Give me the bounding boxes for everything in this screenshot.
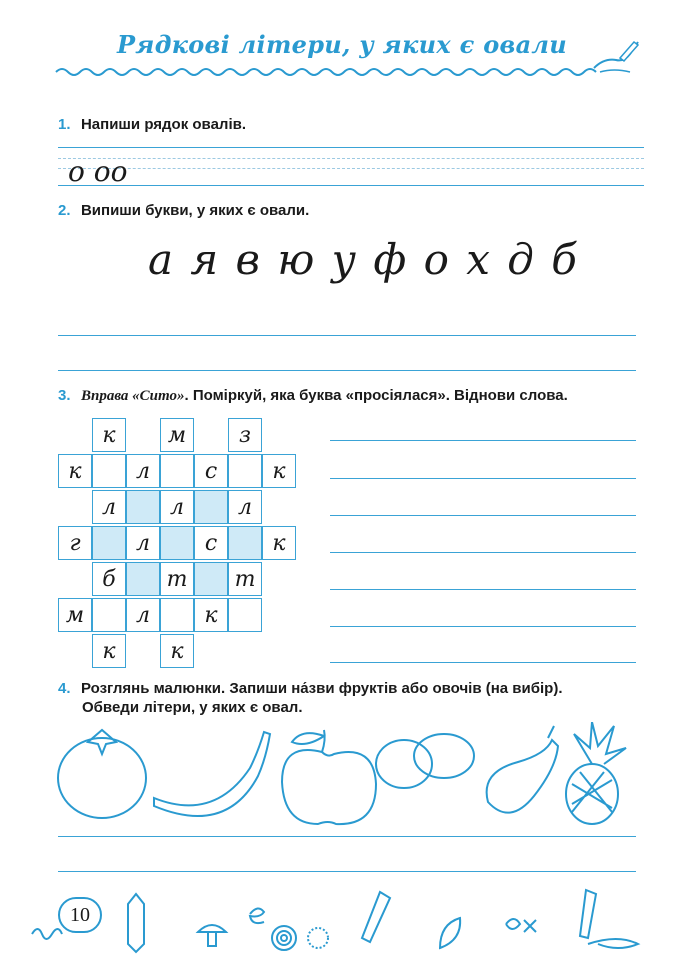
sieve-cell: г xyxy=(58,526,92,560)
sieve-cell: м xyxy=(58,598,92,632)
task2-text: Випиши букви, у яких є овали. xyxy=(80,202,310,219)
writing-line xyxy=(58,335,636,336)
dotted-spiral-icon xyxy=(308,928,328,948)
banana-icon xyxy=(154,732,270,816)
wavy-divider xyxy=(0,62,684,82)
task4-line1: Розглянь малюнки. Запиши на́зви фруктів або овочів (на вибір). xyxy=(80,680,563,697)
answer-line xyxy=(330,662,636,663)
page-number: 10 xyxy=(58,897,102,933)
sieve-cell-shaded xyxy=(160,526,194,560)
writing-line xyxy=(58,147,644,148)
sieve-cell-shaded xyxy=(228,526,262,560)
letter-e-icon xyxy=(250,908,264,923)
sieve-cell xyxy=(160,598,194,632)
sieve-cell: т xyxy=(160,562,194,596)
writing-line xyxy=(58,158,644,159)
fruits-illustration xyxy=(52,722,646,826)
tomato-icon xyxy=(58,730,146,818)
task1-text: Напиши рядок овалів. xyxy=(80,116,247,133)
sieve-cell: к xyxy=(92,418,126,452)
sieve-cell xyxy=(92,454,126,488)
sieve-cell: к xyxy=(160,634,194,668)
pen-icon xyxy=(362,892,390,942)
answer-line xyxy=(330,589,636,590)
answer-line xyxy=(330,552,636,553)
pencil-writing-icon xyxy=(580,890,638,948)
sieve-cell xyxy=(160,454,194,488)
answer-line xyxy=(330,478,636,479)
writing-line xyxy=(58,168,644,169)
task1-heading xyxy=(58,116,246,134)
sieve-cell: к xyxy=(92,634,126,668)
answer-line xyxy=(330,626,636,627)
sieve-cell: л xyxy=(126,526,160,560)
sieve-cell: к xyxy=(262,526,296,560)
sieve-cell: к xyxy=(194,598,228,632)
pineapple-icon xyxy=(566,722,626,824)
writing-line xyxy=(58,370,636,371)
sieve-cell-shaded xyxy=(194,490,228,524)
task1-number: 1. xyxy=(58,116,71,133)
page-title: Рядкові літери, у яких є овали xyxy=(116,30,568,59)
mushroom-icon xyxy=(198,925,226,946)
potato-icon xyxy=(376,734,474,788)
sieve-cell: м xyxy=(160,418,194,452)
sieve-cell: к xyxy=(262,454,296,488)
sieve-cell-shaded xyxy=(194,562,228,596)
writing-line xyxy=(58,185,644,186)
sieve-cell xyxy=(228,598,262,632)
sieve-grid xyxy=(58,418,308,670)
sieve-cell-shaded xyxy=(92,526,126,560)
task4-line2: Обведи літери, у яких є овал. xyxy=(82,699,303,716)
task3-heading xyxy=(58,387,568,405)
task2-number: 2. xyxy=(58,202,71,219)
script-ax-icon xyxy=(506,919,536,932)
eggplant-icon xyxy=(487,726,558,813)
task4-number: 4. xyxy=(58,680,71,697)
writing-line xyxy=(58,836,636,837)
writing-hand-icon xyxy=(590,38,642,78)
sieve-cell: с xyxy=(194,454,228,488)
script-zh-icon xyxy=(32,929,62,939)
apple-icon xyxy=(282,730,376,824)
oval-sample: о оо xyxy=(68,155,128,188)
task2-heading xyxy=(58,202,309,220)
sieve-cell: к xyxy=(58,454,92,488)
sieve-cell: л xyxy=(228,490,262,524)
pencil-icon xyxy=(128,894,144,952)
sieve-cell-shaded xyxy=(126,562,160,596)
sieve-cell: л xyxy=(160,490,194,524)
sieve-cell xyxy=(92,598,126,632)
writing-line xyxy=(58,871,636,872)
answer-line xyxy=(330,515,636,516)
sieve-cell: л xyxy=(126,454,160,488)
sieve-cell xyxy=(228,454,262,488)
sieve-cell: т xyxy=(228,562,262,596)
leaf-icon xyxy=(440,918,460,948)
task4-heading xyxy=(58,680,563,698)
spiral-icon xyxy=(272,926,296,950)
task3-text: . Поміркуй, яка буква «просіялася». Віднови слова. xyxy=(184,387,568,404)
oval-letters: а я в ю у ф о х д б xyxy=(148,235,579,284)
answer-line xyxy=(330,440,636,441)
task3-exercise-name: Вправа «Сито» xyxy=(80,388,185,404)
sieve-cell: з xyxy=(228,418,262,452)
sieve-cell: л xyxy=(126,598,160,632)
sieve-cell: с xyxy=(194,526,228,560)
sieve-cell-shaded xyxy=(126,490,160,524)
footer-decorations xyxy=(28,884,668,964)
sieve-cell: б xyxy=(92,562,126,596)
task3-number: 3. xyxy=(58,387,71,404)
sieve-cell: л xyxy=(92,490,126,524)
